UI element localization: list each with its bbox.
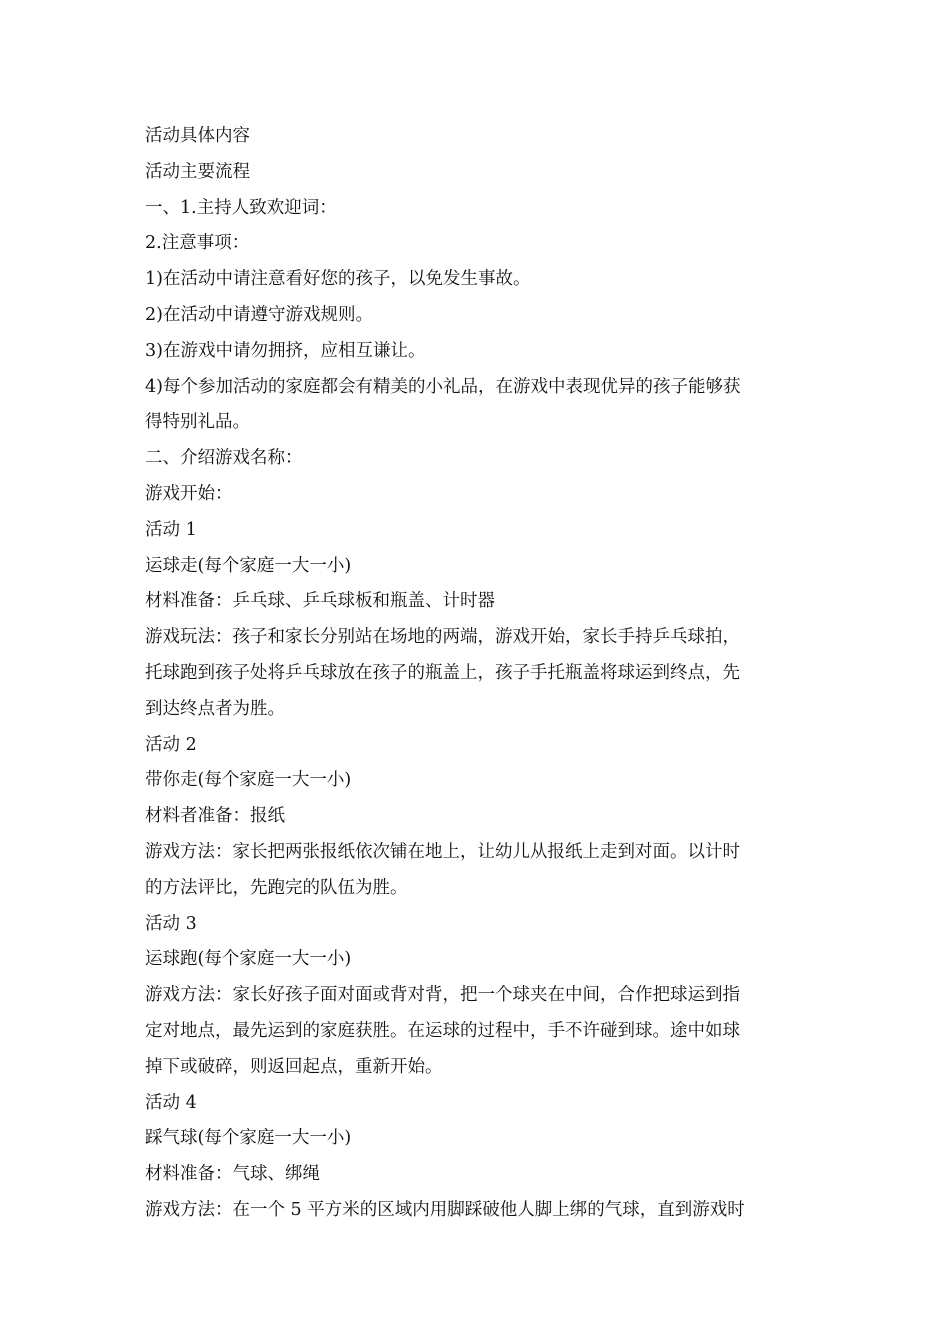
text-line: 活动 1 [145,519,197,540]
text-line: 二、介绍游戏名称： [145,448,303,469]
text-line: 踩气球(每个家庭一大一小) [145,1128,352,1149]
text-line: 的方法评比，先跑完的队伍为胜。 [145,877,408,898]
text-line: 4)每个参加活动的家庭都会有精美的小礼品，在游戏中表现优异的孩子能够获 [145,376,741,397]
text-line: 游戏方法：家长好孩子面对面或背对背，把一个球夹在中间，合作把球运到指 [145,985,740,1006]
text-line: 运球跑(每个家庭一大一小) [145,949,352,970]
text-line: 1)在活动中请注意看好您的孩子，以免发生事故。 [145,269,531,290]
text-line: 到达终点者为胜。 [145,698,285,719]
text-line: 一、1.主持人致欢迎词： [145,197,337,218]
text-line: 材料者准备：报纸 [145,806,285,827]
text-line: 运球走(每个家庭一大一小) [145,555,352,576]
text-line: 游戏方法：家长把两张报纸依次铺在地上，让幼儿从报纸上走到对面。以计时 [145,841,740,862]
text-line: 托球跑到孩子处将乒乓球放在孩子的瓶盖上，孩子手托瓶盖将球运到终点，先 [145,662,740,683]
text-line: 活动主要流程 [145,161,250,182]
text-line: 带你走(每个家庭一大一小) [145,770,352,791]
text-line: 材料准备：乒乓球、乒乓球板和瓶盖、计时器 [145,591,495,612]
text-line: 游戏玩法：孩子和家长分别站在场地的两端，游戏开始，家长手持乒乓球拍， [145,627,740,648]
text-line: 2)在活动中请遵守游戏规则。 [145,304,373,325]
text-line: 游戏方法：在一个 5 平方米的区域内用脚踩破他人脚上绑的气球，直到游戏时 [145,1199,745,1220]
text-line: 活动 3 [145,913,197,934]
text-line: 2.注意事项： [145,233,250,254]
document-body [145,119,810,1229]
text-line: 材料准备：气球、绑绳 [145,1164,320,1185]
text-line: 得特别礼品。 [145,412,250,433]
text-line: 3)在游戏中请勿拥挤，应相互谦让。 [145,340,426,361]
text-line: 活动 2 [145,734,197,755]
text-line: 掉下或破碎，则返回起点，重新开始。 [145,1056,443,1077]
text-line: 定对地点，最先运到的家庭获胜。在运球的过程中，手不许碰到球。途中如球 [145,1020,740,1041]
text-line: 活动具体内容 [145,126,250,146]
text-line: 游戏开始： [145,483,233,504]
text-line: 活动 4 [145,1092,197,1113]
